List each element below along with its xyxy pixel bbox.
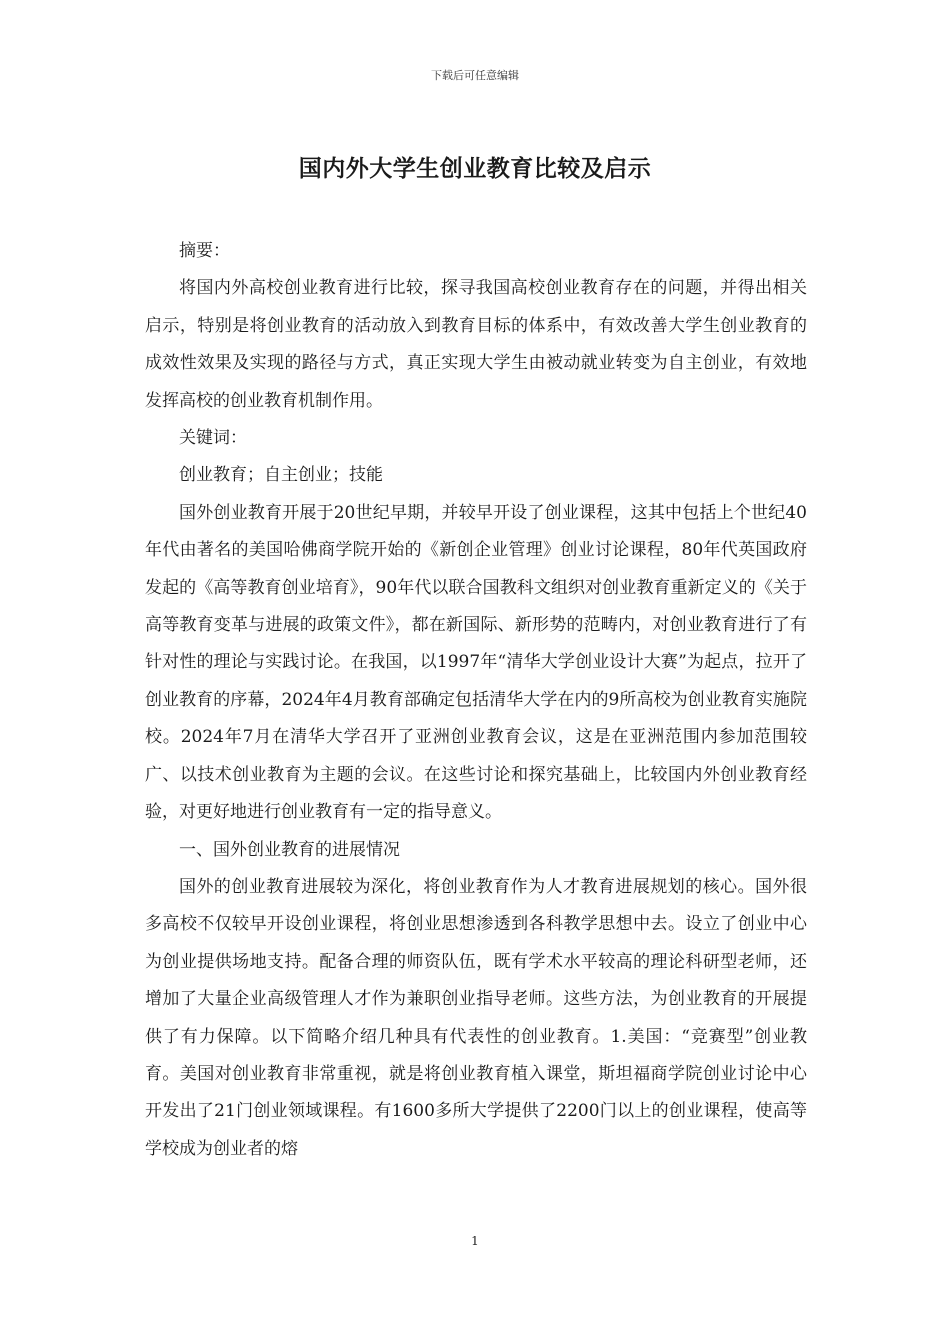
keywords-paragraph: 创业教育；自主创业；技能: [179, 465, 383, 486]
document-title: 国内外大学生创业教育比较及启示: [298, 156, 652, 182]
page-number: 1: [471, 1234, 479, 1248]
intro-paragraph: 国外创业教育开展于20世纪早期，并较早开设了创业课程，这其中包括上个世纪40年代由著名的美国哈佛商学院开始的《新创企业管理》创业讨论课程，80年代英国政府发起的《高等教育创业培育》，90年代以联合国教科文组织对创业教育重新定义的《关于高等教育变革与进展的政策文件》，都在新国际、新形势的范畴内，对创业教育进行了有针对性的理论与实践讨论。在我国，以1997年“清华大学创业设计大赛”为起点，拉开了创业教育的序幕，2024年4月教育部确定包括清华大学在内的9所高校为创业教育实施院校。2024年7月在清华大学召开了亚洲创业教育会议，这是在亚洲范围内参加范围较广、以技术创业教育为主题的会议。在这些讨论和探究基础上，比较国内外创业教育经验，对更好地进行创业教育有一定的指导意义。: [145, 502, 807, 823]
keywords-heading: 关键词：: [179, 428, 247, 449]
abstract-paragraph: 将国内外高校创业教育进行比较，探寻我国高校创业教育存在的问题，并得出相关启示，特别是将创业教育的活动放入到教育目标的体系中，有效改善大学生创业教育的成效性效果及实现的路径与方式，真正实现大学生由被动就业转变为自主创业，有效地发挥高校的创业教育机制作用。: [145, 278, 807, 411]
section-heading: 一、国外创业教育的进展情况: [179, 839, 400, 860]
document-body: [145, 233, 807, 1168]
abstract-heading: 摘要：: [179, 241, 230, 261]
page-header-note: 下载后可任意编辑: [431, 69, 519, 82]
section-paragraph: 国外的创业教育进展较为深化，将创业教育作为人才教育进展规划的核心。国外很多高校不仅较早开设创业课程，将创业思想渗透到各科教学思想中去。设立了创业中心为创业提供场地支持。配备合理的师资队伍，既有学术水平较高的理论科研型老师，还增加了大量企业高级管理人才作为兼职创业指导老师。这些方法，为创业教育的开展提供了有力保障。以下简略介绍几种具有代表性的创业教育。1.美国：“竞赛型”创业教育。美国对创业教育非常重视，就是将创业教育植入课堂，斯坦福商学院创业讨论中心开发出了21门创业领域课程。有1600多所大学提供了2200门以上的创业课程，使高等学校成为创业者的熔: [145, 876, 807, 1159]
